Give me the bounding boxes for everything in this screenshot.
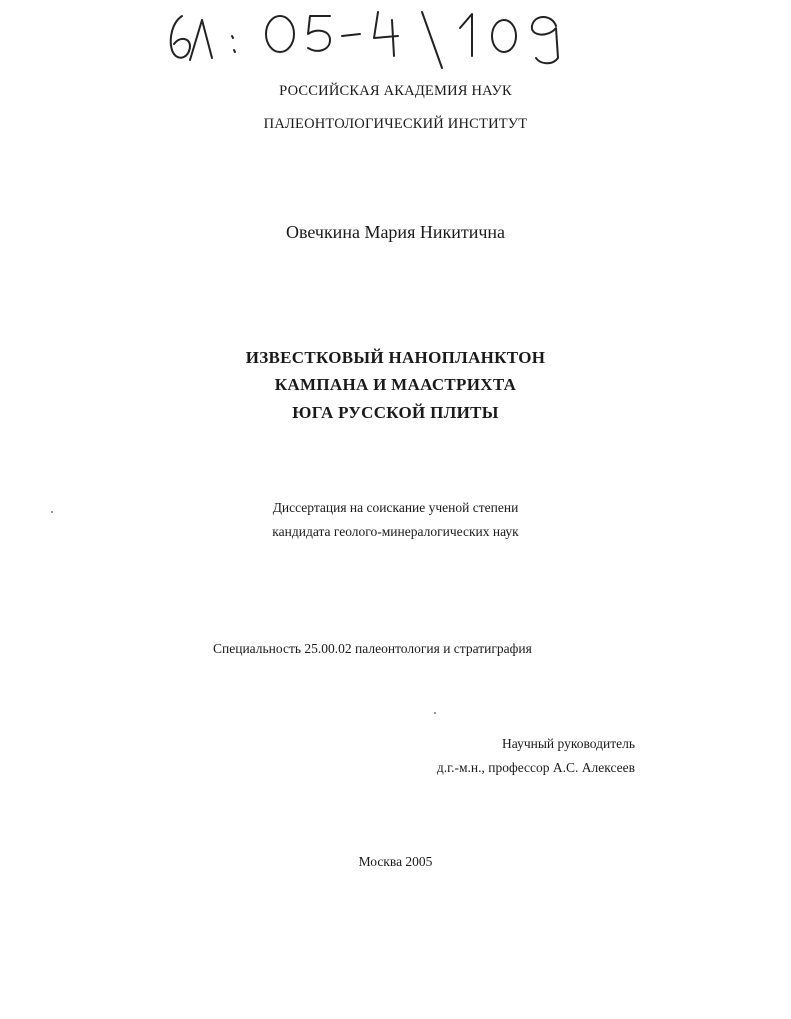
scan-speck: [51, 511, 53, 513]
academy-name: РОССИЙСКАЯ АКАДЕМИЯ НАУК: [279, 83, 512, 99]
degree-line-1: Диссертация на соискание ученой степени: [272, 500, 519, 515]
specialty: Специальность 25.00.02 палеонтология и стратиграфия: [213, 641, 532, 656]
institute-name: ПАЛЕОНТОЛОГИЧЕСКИЙ ИНСТИТУТ: [263, 116, 528, 132]
supervisor-label: Научный руководитель: [502, 736, 635, 751]
supervisor-name: д.г.-м.н., профессор А.С. Алексеев: [436, 760, 635, 775]
place-year: Москва 2005: [358, 854, 433, 869]
title-line-1: ИЗВЕСТКОВЫЙ НАНОПЛАНКТОН: [245, 348, 546, 367]
degree-line-2: кандидата геолого-минералогических наук: [272, 524, 519, 539]
title-line-2: КАМПАНА И МААСТРИХТА: [274, 375, 517, 394]
handwritten-archive-number: [160, 2, 580, 72]
author-name: Овечкина Мария Никитична: [285, 222, 506, 242]
scan-speck: [434, 712, 436, 714]
title-line-3: ЮГА РУССКОЙ ПЛИТЫ: [292, 403, 499, 422]
